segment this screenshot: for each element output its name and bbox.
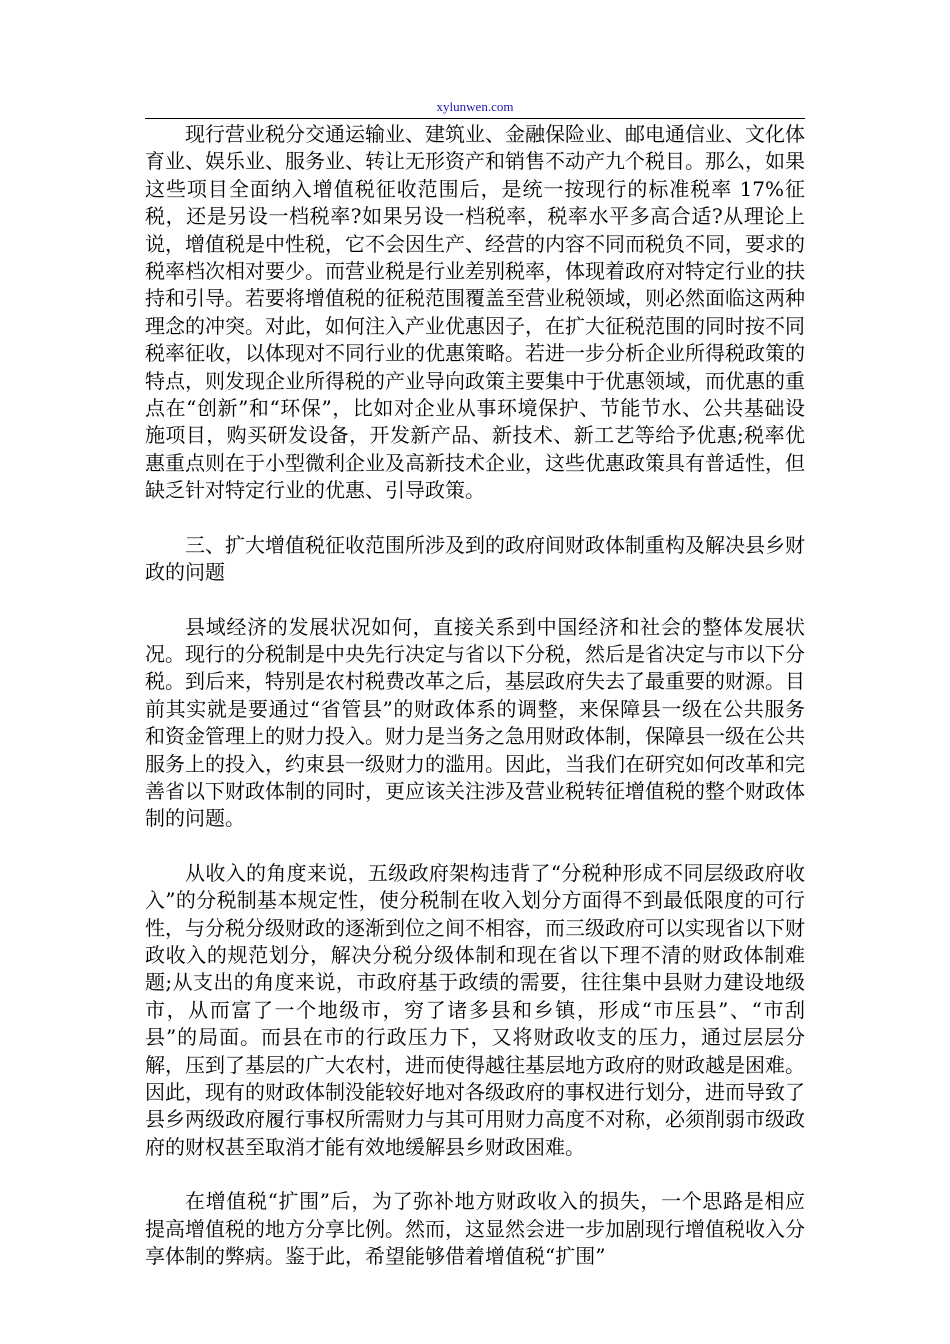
document-body <box>145 121 805 1297</box>
header-divider <box>145 118 805 119</box>
paragraph-vat-expansion: 在增值税“扩围”后，为了弥补地方财政收入的损失，一个思路是相应提高增值税的地方分享比例。然而，这显然会进一步加剧现行增值税收入分享体制的弊病。鉴于此，希望能够借着增值税“扩围” <box>145 1189 805 1269</box>
paragraph-revenue-perspective: 从收入的角度来说，五级政府架构违背了“分税种形成不同层级政府收入”的分税制基本规定性，使分税制在收入划分方面得不到最低限度的可行性，与分税分级财政的逐渐到位之间不相容，而三级政府可以实现省以下财政收入的规范划分，解决分税分级体制和现在省以下理不清的财政体制难题;从支出的角度来说，市政府基于政绩的需要，往往集中县财力建设地级市，从而富了一个地级市，穷了诸多县和乡镇，形成“市压县”、“市刮县”的局面。而县在市的行政压力下，又将财政收支的压力，通过层层分解，压到了基层的广大农村，进而使得越往基层地方政府的财政越是困难。因此，现有的财政体制没能较好地对各级政府的事权进行划分，进而导致了县乡两级政府履行事权所需财力与其可用财力高度不对称，必须削弱市级政府的财权甚至取消才能有效地缓解县乡财政困难。 <box>145 860 805 1159</box>
section-heading-3: 三、扩大增值税征收范围所涉及到的政府间财政体制重构及解决县乡财政的问题 <box>145 532 805 585</box>
paragraph-county-economy: 县域经济的发展状况如何，直接关系到中国经济和社会的整体发展状况。现行的分税制是中央先行决定与省以下分税，然后是省决定与市以下分税。到后来，特别是农村税费改革之后，基层政府失去了最重要的财源。目前其实就是要通过“省管县”的财政体系的调整，来保障县一级在公共服务和资金管理上的财力投入。财力是当务之急用财政体制，保障县一级在公共服务上的投入，约束县一级财力的滥用。因此，当我们在研究如何改革和完善省以下财政体制的同时，更应该关注涉及营业税转征增值税的整个财政体制的问题。 <box>145 614 805 831</box>
page-header-site: xylunwen.com <box>436 99 514 114</box>
paragraph-business-tax-items: 现行营业税分交通运输业、建筑业、金融保险业、邮电通信业、文化体育业、娱乐业、服务业、转让无形资产和销售不动产九个税目。那么，如果这些项目全面纳入增值税征收范围后，是统一按现行的标准税率 17%征税，还是另设一档税率?如果另设一档税率，税率水平多高合适?从理论上说，增值税是中性税，它不会因生产、经营的内容不同而税负不同，要求的税率档次相对要少。而营业税是行业差别税率，体现着政府对特定行业的扶持和引导。若要将增值税的征税范围覆盖至营业税领域，则必然面临这两种理念的冲突。对此，如何注入产业优惠因子，在扩大征税范围的同时按不同税率征收，以体现对不同行业的优惠策略。若进一步分析企业所得税政策的特点，则发现企业所得税的产业导向政策主要集中于优惠领域，而优惠的重点在“创新”和“环保”，比如对企业从事环境保护、节能节水、公共基础设施项目，购买研发设备，开发新产品、新技术、新工艺等给予优惠;税率优惠重点则在于小型微利企业及高新技术企业，这些优惠政策具有普适性，但缺乏针对特定行业的优惠、引导政策。 <box>145 122 805 503</box>
